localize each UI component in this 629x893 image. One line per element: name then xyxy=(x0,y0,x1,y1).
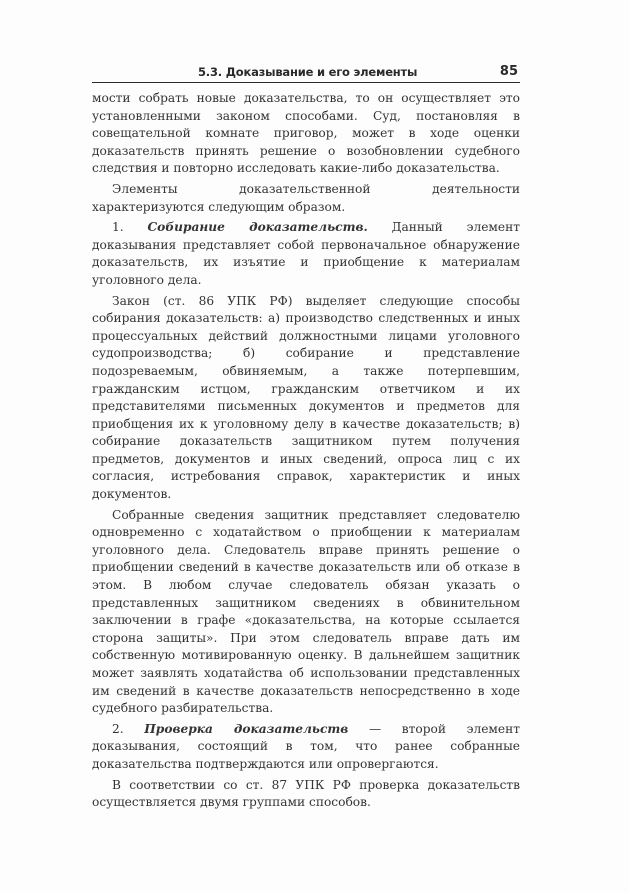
paragraph-collection: 1. Собирание доказательств. Данный элемент доказывания представляет собой первоначальное обнаружение доказательств, их изъятие и приобщение к материалам уголовного дела. xyxy=(92,220,520,287)
paragraph-intro: Элементы доказательственной деятельности характеризуются следующим образом. xyxy=(92,181,520,214)
paragraph-continuation: мости собрать новые доказательства, то он осуществляет это установленными законом способами. Суд, постановляя в совещательной комнате приговор, может в ходе оценки доказательств принять решение о возобновлении судебного следствия и повторно исследовать какие-либо доказательства. xyxy=(92,91,520,176)
running-title: 5.3. Доказывание и его элементы xyxy=(198,65,418,79)
paragraph-verification: 2. Проверка доказательств — второй элемент доказывания, состоящий в том, что ранее собранные доказательства подтверждаются или опровергаются. xyxy=(92,721,520,771)
body-text xyxy=(92,90,520,815)
paragraph-defender: Собранные сведения защитник представляет следователю одновременно с ходатайством о приобщении к материалам уголовного дела. Следователь вправе принять решение о приобщении сведений в качестве доказательств или об отказе в этом. В любом случае следователь обязан указать о представленных защитником сведениях в обвинительном заключении в графе «доказательства, на которые ссылается сторона защиты». При этом следователь вправе дать им собственную мотивированную оценку. В дальнейшем защитник может заявлять ходатайства об использовании представленных им сведений в качестве доказательств непосредственно в ходе судебного разбирательства. xyxy=(92,507,520,716)
paragraph-verification-methods: В соответствии со ст. 87 УПК РФ проверка доказательств осуществляется двумя группами способов. xyxy=(92,777,520,810)
page-number: 85 xyxy=(499,64,518,79)
item-number: 2. xyxy=(112,721,145,736)
term-collection: Собирание доказательств. xyxy=(147,220,368,235)
item-number: 1. xyxy=(112,220,148,235)
running-header xyxy=(92,62,520,83)
term-verification: Проверка доказательств xyxy=(144,721,349,736)
paragraph-collection-methods: Закон (ст. 86 УПК РФ) выделяет следующие способы собирания доказательств: а) производство следственных и иных процессуальных действий должностными лицами уголовного судопроизводства; б) собирание и представление подозреваемым, обвиняемым, а также потерпевшим, гражданским истцом, гражданским ответчиком и их представителями письменных документов и предметов для приобщения их к уголовному делу в качестве доказательств; в) собирание доказательств защитником путем получения предметов, документов и иных сведений, опроса лиц с их согласия, истребования справок, характеристик и иных документов. xyxy=(92,293,520,502)
